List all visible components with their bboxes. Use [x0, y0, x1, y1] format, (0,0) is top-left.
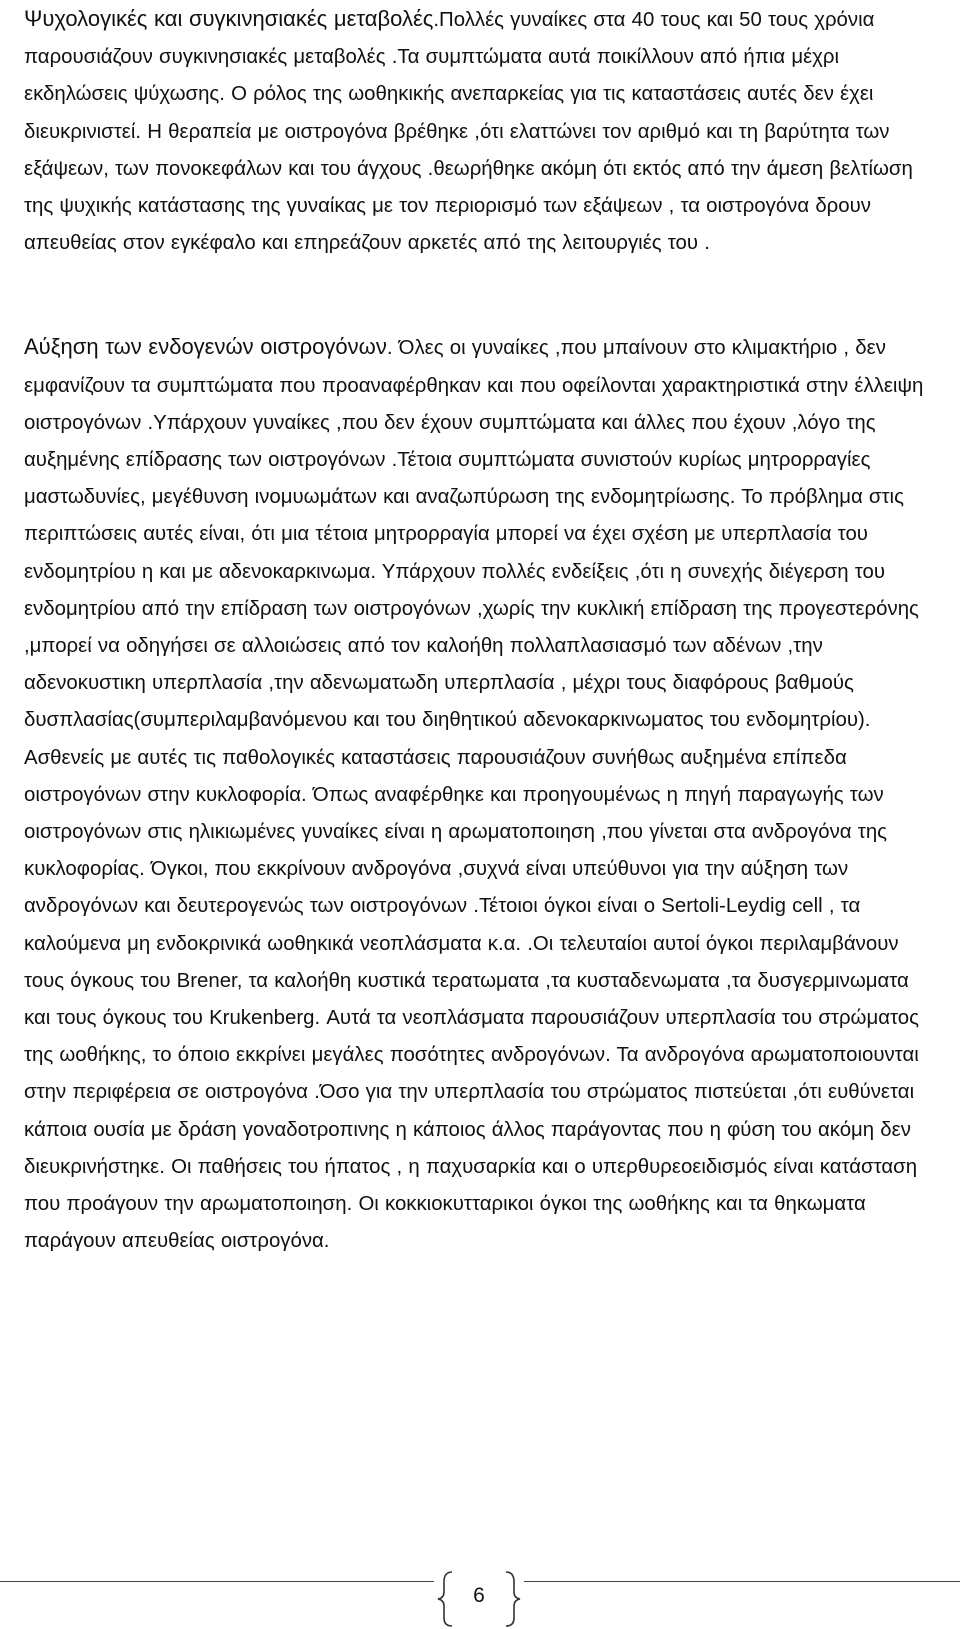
footer-rule-right — [524, 1581, 960, 1582]
document-page — [24, 0, 939, 1261]
paragraph-endogenous-estrogens — [24, 328, 939, 1260]
paragraph-body: . Όλες οι γυναίκες ,που μπαίνουν στο κλιμακτήριο , δεν εμφανίζουν τα συμπτώματα που προαναφέρθηκαν και που οφείλονται χαρακτηριστικά στην έλλειψη οιστρογόνων .Υπάρχουν γυναίκες ,που δεν έχουν συμπτώματα και άλλες που έχουν ,λόγο της αυξημένης επίδρασης των οιστρογόνων .Τέτοια συμπτώματα συνιστούν κυρίως μητρορραγίες μαστωδυνίες, μεγέθυνση ινομυωμάτων και αναζωπύρωση της ενδομητρίωσης. Το πρόβλημα στις περιπτώσεις αυτές είναι, ότι μια τέτοια μητρορραγία μπορεί να έχει σχέση με υπερπλασία του ενδομητρίου η και με αδενοκαρκινωμα. Υπάρχουν πολλές ενδείξεις ,ότι η συνεχής διέγερση του ενδομητρίου από την επίδραση των οιστρογόνων ,χωρίς την κυκλική επίδραση της προγεστερόνης ,μπορεί να οδηγήσει σε αλλοιώσεις από τον καλοήθη πολλαπλασιασμό των αδένων ,την αδενοκυστικη υπερπλασία ,την αδενωματωδη υπερπλασία , μέχρι τους διαφόρους βαθμούς δυσπλασίας(συμπεριλαμβανόμενου και του διηθητικού αδενοκαρκινωματος του ενδομητρίου). Ασθενείς με αυτές τις παθολογικές καταστάσεις παρουσιάζουν συνήθως αυξημένα επίπεδα οιστρογόνων στην κυκλοφορία. Όπως αναφέρθηκε και προηγουμένως η πηγή παραγωγής των οιστρογόνων στις ηλικιωμένες γυναίκες είναι η αρωματοποιηση ,που γίνεται στα ανδρογόνα της κυκλοφορίας. Όγκοι, που εκκρίνουν ανδρογόνα ,συχνά είναι υπεύθυνοι για την αύξηση των ανδρογόνων και δευτερογενώς των οιστρογόνων .Τέτοιοι όγκοι είναι ο Sertoli-Leydig cell , τα καλούμενα μη ενδοκρινικά ωοθηκικά νεοπλάσματα κ.α. .Οι τελευταίοι αυτοί όγκοι περιλαμβάνουν τους όγκους του Brener, τα καλοήθη κυστικά τερατωματα ,τα κυσταδενωματα ,τα δυσγερμινωματα και τους όγκους του Krukenberg. Αυτά τα νεοπλάσματα παρουσιάζουν υπερπλασία του στρώματος της ωοθήκης, το όποιο εκκρίνει μεγάλες ποσότητες ανδρογόνων. Τα ανδρογόνα αρωματοποιουνται στην περιφέρεια σε οιστρογόνα .Όσο για την υπερπλασία του στρώματος πιστεύεται ,ότι ευθύνεται κάποια ουσία με δράση γοναδοτροπινης η κάποιος άλλος παράγοντας που η φύση του ακόμη δεν διευκρινήστηκε. Οι παθήσεις του ήπατος , η παχυσαρκία και ο υπερθυρεοειδισμός είναι κατάσταση που προάγουν την αρωματοποιηση. Οι κοκκιοκυτταρικοι όγκοι της ωοθήκης και τα θηκωματα παράγουν απευθείας οιστρογόνα. — [24, 337, 924, 1253]
paragraph-psychological-changes — [24, 0, 939, 262]
page-number-brace — [434, 1570, 524, 1628]
page-footer — [0, 1570, 960, 1629]
page-number: 6 — [473, 1584, 485, 1607]
footer-rule-left — [0, 1581, 434, 1582]
section-heading-endogenous-estrogens: Αύξηση των ενδογενών οιστρογόνων — [24, 334, 387, 360]
section-heading-psychological-changes: Ψυχολογικές και συγκινησιακές μεταβολές — [24, 6, 434, 31]
paragraph-body: .Πολλές γυναίκες στα 40 τους και 50 τους χρόνια παρουσιάζουν συγκινησιακές μεταβολές .Τα συμπτώματα αυτά ποικίλλουν από ήπια μέχρι εκδηλώσεις ψύχωσης. Ο ρόλος της ωοθηκικής ανεπαρκείας για τις καταστάσεις αυτές δεν έχει διευκρινιστεί. Η θεραπεία με οιστρογόνα βρέθηκε ,ότι ελαττώνει τον αριθμό και τη βαρύτητα των εξάψεων, των πονοκεφάλων και του άγχους .θεωρήθηκε ακόμη ότι εκτός από την άμεση βελτίωση της ψυχικής κατάστασης της γυναίκας με τον περιορισμό των εξάψεων , τα οιστρογόνα δρουν απευθείας στον εγκέφαλο και επηρεάζουν αρκετές από της λειτουργιές του . — [24, 9, 913, 255]
